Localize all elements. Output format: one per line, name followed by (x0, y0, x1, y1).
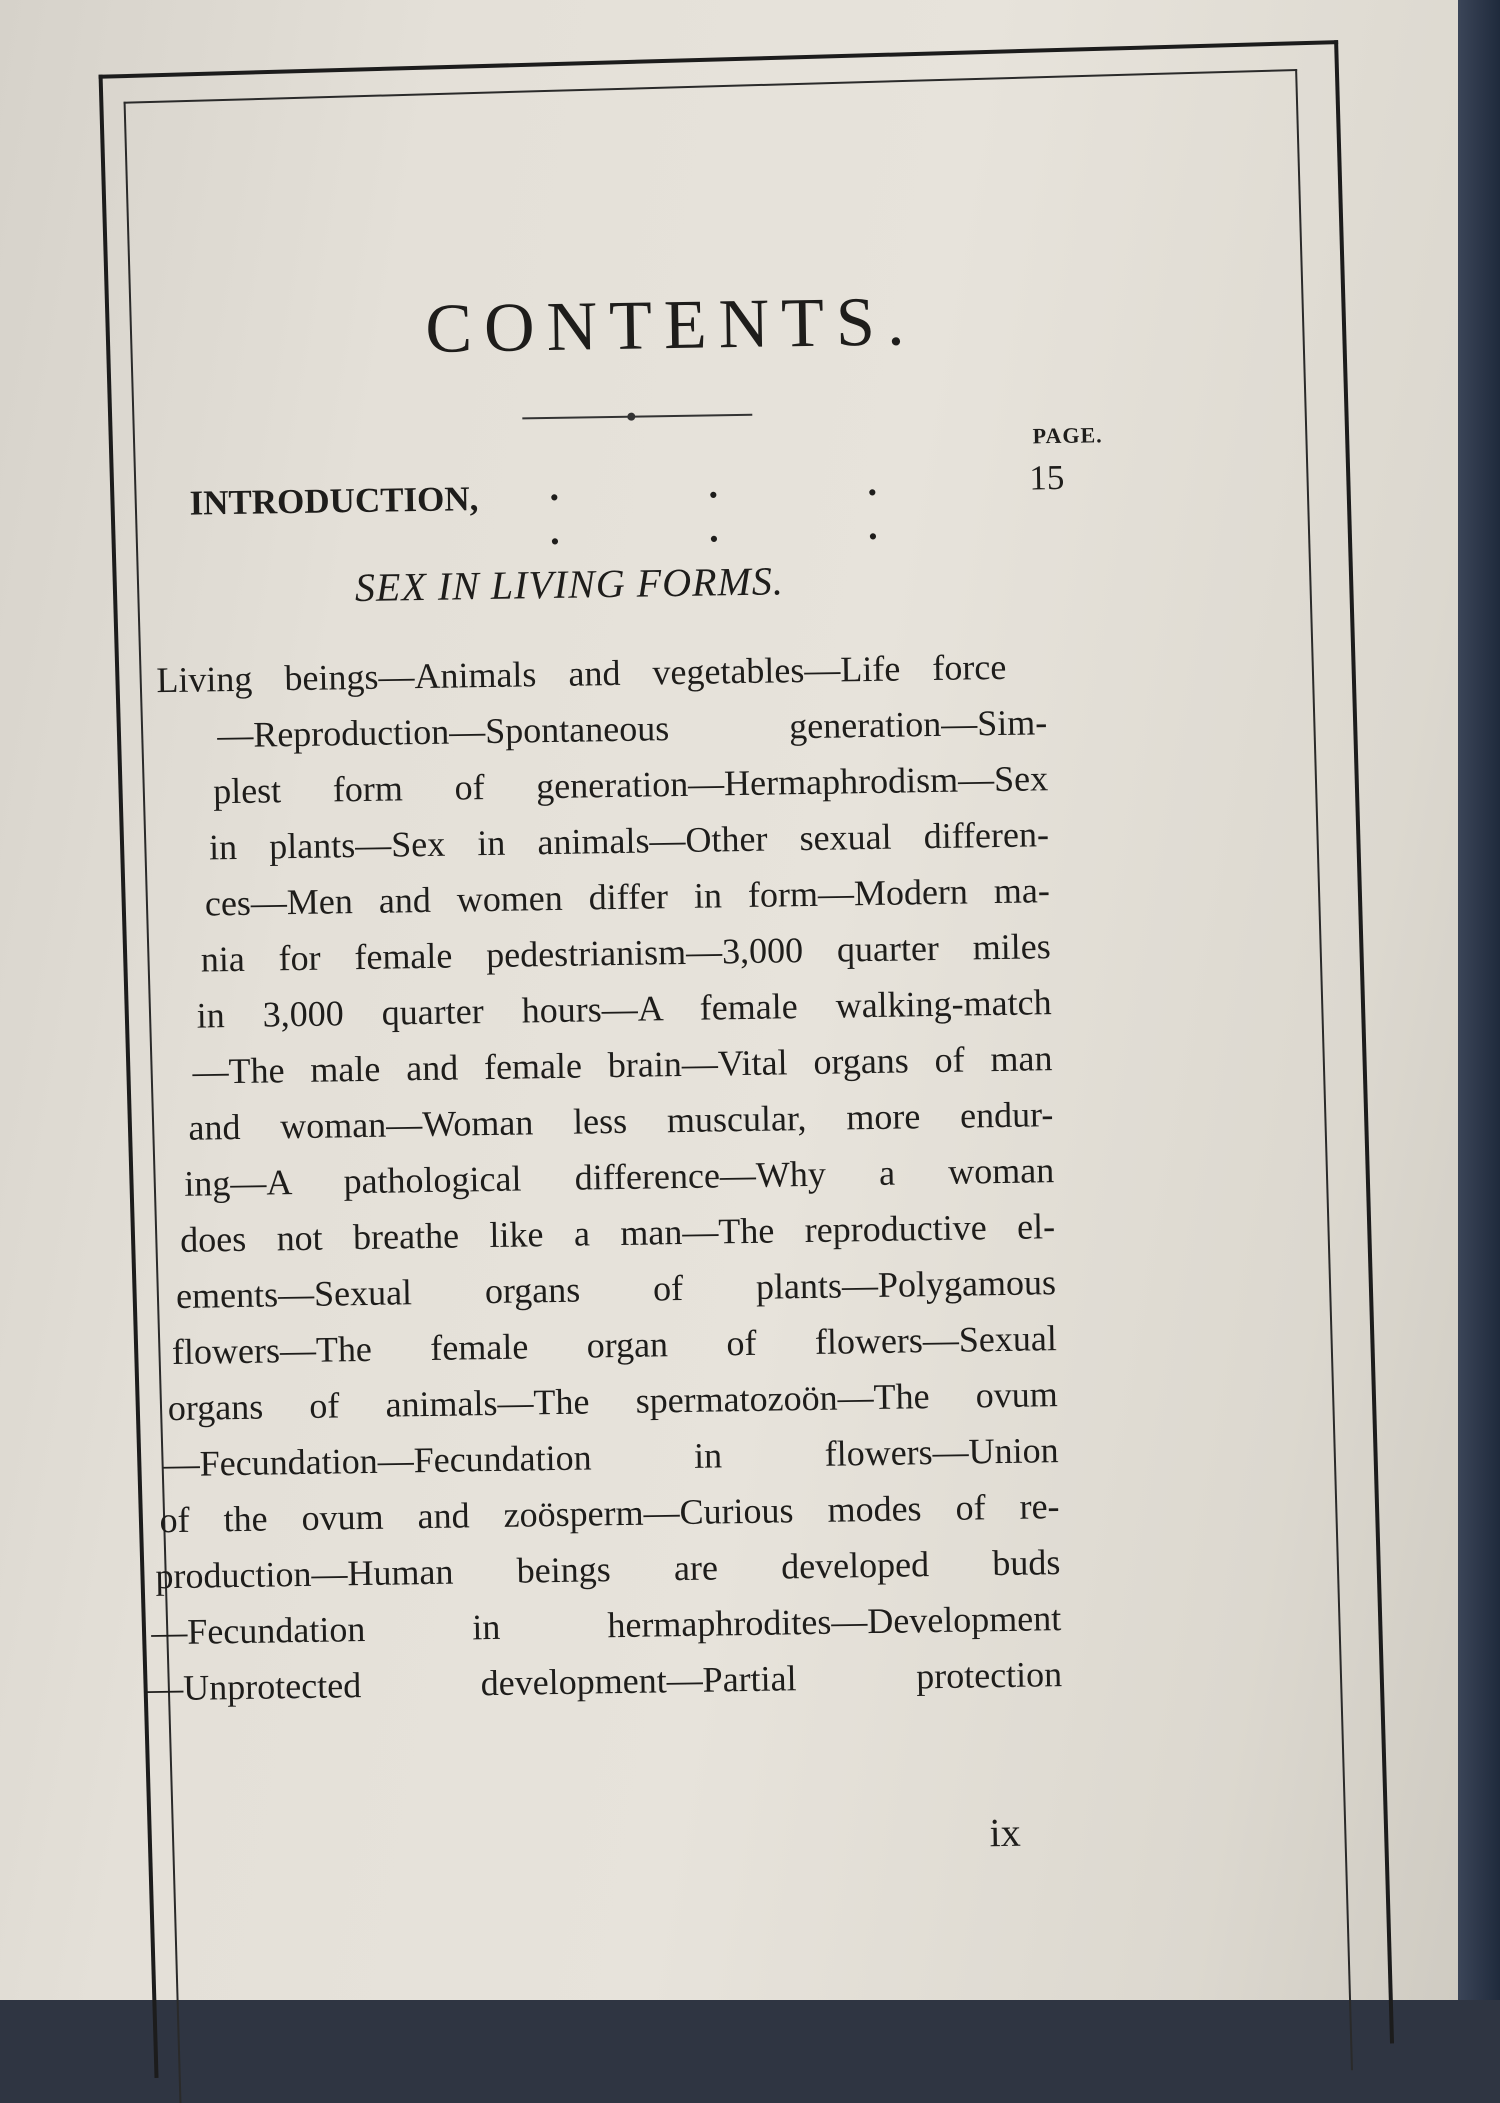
contents-page (146, 263, 1103, 1856)
summary-line: in plants—Sex in animals—Other sexual differen- (208, 814, 1050, 868)
summary-line: of the ovum and zoösperm—Curious modes of re- (159, 1486, 1060, 1541)
folio-page-number: ix (989, 1809, 1022, 1856)
section-title: SEX IN LIVING FORMS. (354, 558, 785, 611)
summary-line: does not breathe like a man—The reproductive el- (179, 1206, 1056, 1260)
summary-line: —Unprotected development—Partial protection (146, 1654, 1063, 1709)
introduction-label: INTRODUCTION, (189, 479, 479, 523)
rule-dot (627, 413, 635, 421)
summary-line: —The male and female brain—Vital organs of man (192, 1038, 1053, 1092)
summary-line: production—Human beings are developed buds (155, 1542, 1061, 1597)
book-cover-edge (1458, 0, 1500, 2000)
introduction-page-number: 15 (1029, 457, 1065, 498)
section-summary (146, 638, 1063, 1716)
summary-line: ements—Sexual organs of plants—Polygamous (175, 1262, 1057, 1316)
leader-dots: . . . . . . (549, 460, 948, 553)
summary-line: flowers—The female organ of flowers—Sexual (171, 1318, 1058, 1373)
summary-line: ces—Men and women differ in form—Modern ma- (204, 870, 1051, 924)
summary-line: organs of animals—The spermatozoön—The ovum (167, 1374, 1059, 1429)
summary-line: —Reproduction—Spontaneous generation—Sim- (216, 702, 1048, 756)
summary-line: and woman—Woman less muscular, more endur- (188, 1094, 1054, 1148)
contents-heading: CONTENTS. (424, 283, 917, 368)
page-column-label: PAGE. (1032, 422, 1103, 449)
summary-line: —Fecundation in hermaphrodites—Development (151, 1598, 1062, 1653)
summary-line: nia for female pedestrianism—3,000 quarter miles (200, 926, 1051, 980)
summary-line: Living beings—Animals and vegetables—Life force (156, 646, 1007, 701)
summary-line: ing—A pathological difference—Why a woman (183, 1150, 1055, 1204)
summary-line: plest form of generation—Hermaphrodism—Sex (212, 758, 1049, 812)
summary-line: in 3,000 quarter hours—A female walking-match (196, 982, 1052, 1036)
summary-line: —Fecundation—Fecundation in flowers—Union (163, 1430, 1059, 1485)
